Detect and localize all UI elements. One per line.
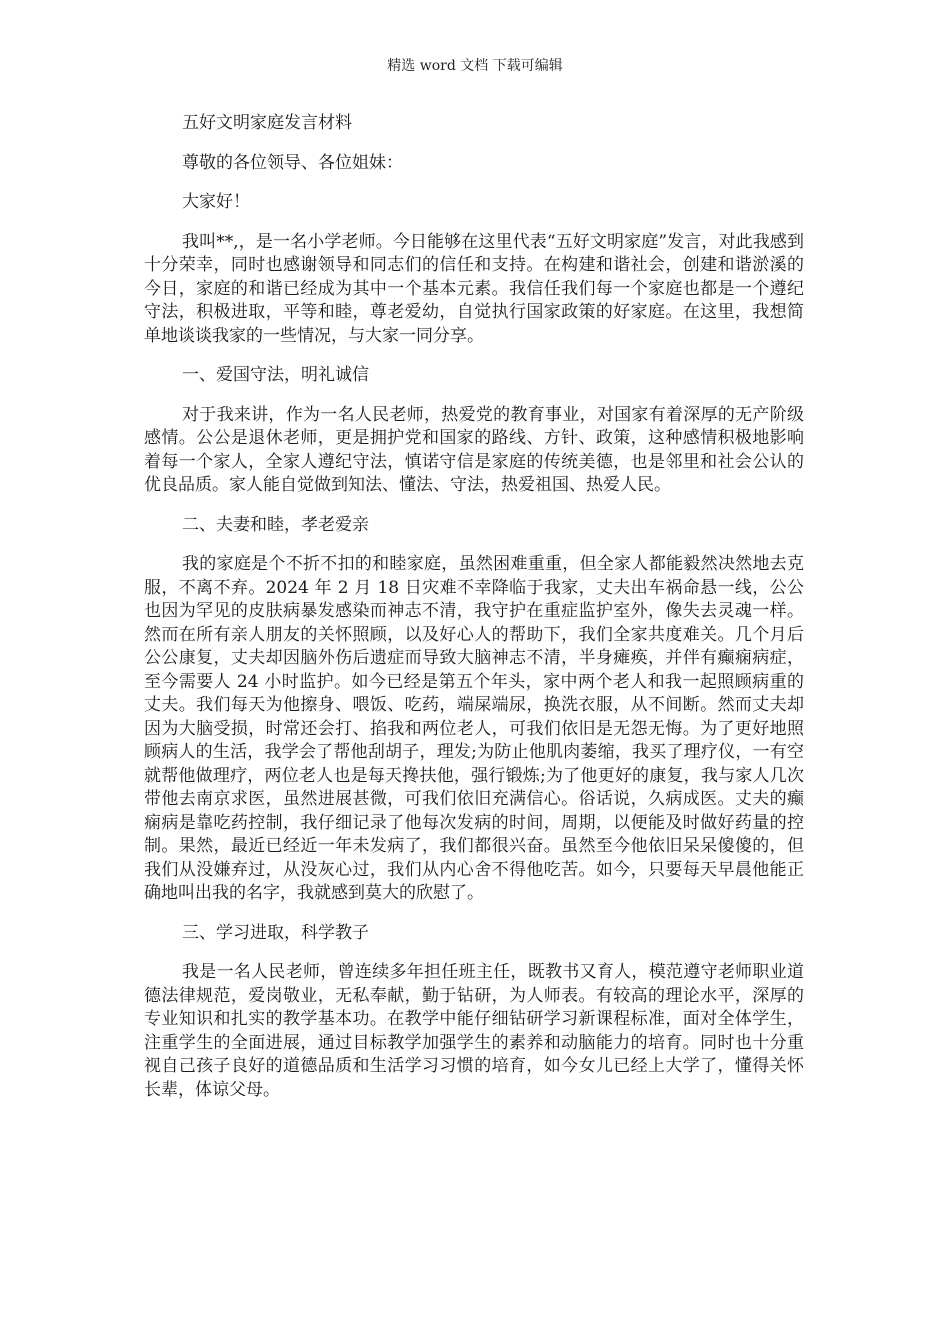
page-header: 精选 word 文档 下载可编辑 xyxy=(387,58,563,74)
section-1-paragraph: 对于我来讲，作为一名人民老师，热爱党的教育事业，对国家有着深厚的无产阶级感情。公公是退休老师，更是拥护党和国家的路线、方针、政策，这种感情积极地影响着每一个家人，全家人遵纪守法，慎诺守信是家庭的传统美德，也是邻里和社会公认的优良品质。家人能自觉做到知法、懂法、守法，热爱祖国、热爱人民。 xyxy=(144,404,804,495)
section-1-heading: 一、爱国守法，明礼诚信 xyxy=(182,365,369,385)
section-3-heading: 三、学习进取，科学教子 xyxy=(182,922,369,943)
section-2-heading: 二、夫妻和睦，孝老爱亲 xyxy=(182,514,369,535)
section-2-paragraph: 我的家庭是个不折不扣的和睦家庭，虽然困难重重，但全家人都能毅然决然地去克服，不离不弃。2024 年 2 月 18 日灾难不幸降临于我家，丈夫出车祸命悬一线，公公也因为罕见的皮肤病暴发感染而神志不清，我守护在重症监护室外，像失去灵魂一样。然而在所有亲人朋友的关怀照顾，以及好心人的帮助下，我们全家共度难关。几个月后公公康复，丈夫却因脑外伤后遗症而导致大脑神志不清，半身瘫痪，并伴有癫痫病症，至今需要人 24 小时监护。如今已经是第五个年头，家中两个老人和我一起照顾病重的丈夫。我们每天为他擦身、喂饭、吃药，端屎端尿，换洗衣服，从不间断。然而丈夫却因为大脑受损，时常还会打、掐我和两位老人，可我们依旧是无怨无悔。为了更好地照顾病人的生活，我学会了帮他刮胡子，理发;为防止他肌肉萎缩，我买了理疗仪，一有空就帮他做理疗，两位老人也是每天搀扶他，强行锻炼;为了他更好的康复，我与家人几次带他去南京求医，虽然进展甚微，可我们依旧充满信心。俗话说，久病成医。丈夫的癫痫病是靠吃药控制，我仔细记录了他每次发病的时间，周期，以便能及时做好药量的控制。果然，最近已经近一年未发病了，我们都很兴奋。虽然至今他依旧呆呆傻傻的，但我们从没嫌弃过，从没灰心过，我们从内心舍不得他吃苦。如今，只要每天早晨他能正确地叫出我的名字，我就感到莫大的欣慰了。 xyxy=(144,554,804,903)
intro-paragraph: 我叫**,，是一名小学老师。今日能够在这里代表“五好文明家庭”发言，对此我感到十分荣幸，同时也感谢领导和同志们的信任和支持。在构建和谐社会，创建和谐淤溪的今日，家庭的和谐已经成为其中一个基本元素。我信任我们每一个家庭也都是一个遵纪守法，积极进取，平等和睦，尊老爱幼，自觉执行国家政策的好家庭。在这里，我想简单地谈谈我家的一些情况，与大家一同分享。 xyxy=(144,231,804,346)
section-3-paragraph: 我是一名人民老师，曾连续多年担任班主任，既教书又育人，模范遵守老师职业道德法律规范，爱岗敬业，无私奉献，勤于钻研，为人师表。有较高的理论水平，深厚的专业知识和扎实的教学基本功。在教学中能仔细钻研学习新课程标准，面对全体学生，注重学生的全面进展，通过目标教学加强学生的素养和动脑能力的培育。同时也十分重视自己孩子良好的道德品质和生活学习习惯的培育，如今女儿已经上大学了，懂得关怀长辈，体谅父母。 xyxy=(144,962,804,1100)
greeting: 大家好！ xyxy=(182,192,250,212)
salutation: 尊敬的各位领导、各位姐妹： xyxy=(182,152,403,173)
document-body xyxy=(144,112,804,1118)
document-title: 五好文明家庭发言材料 xyxy=(182,113,352,133)
